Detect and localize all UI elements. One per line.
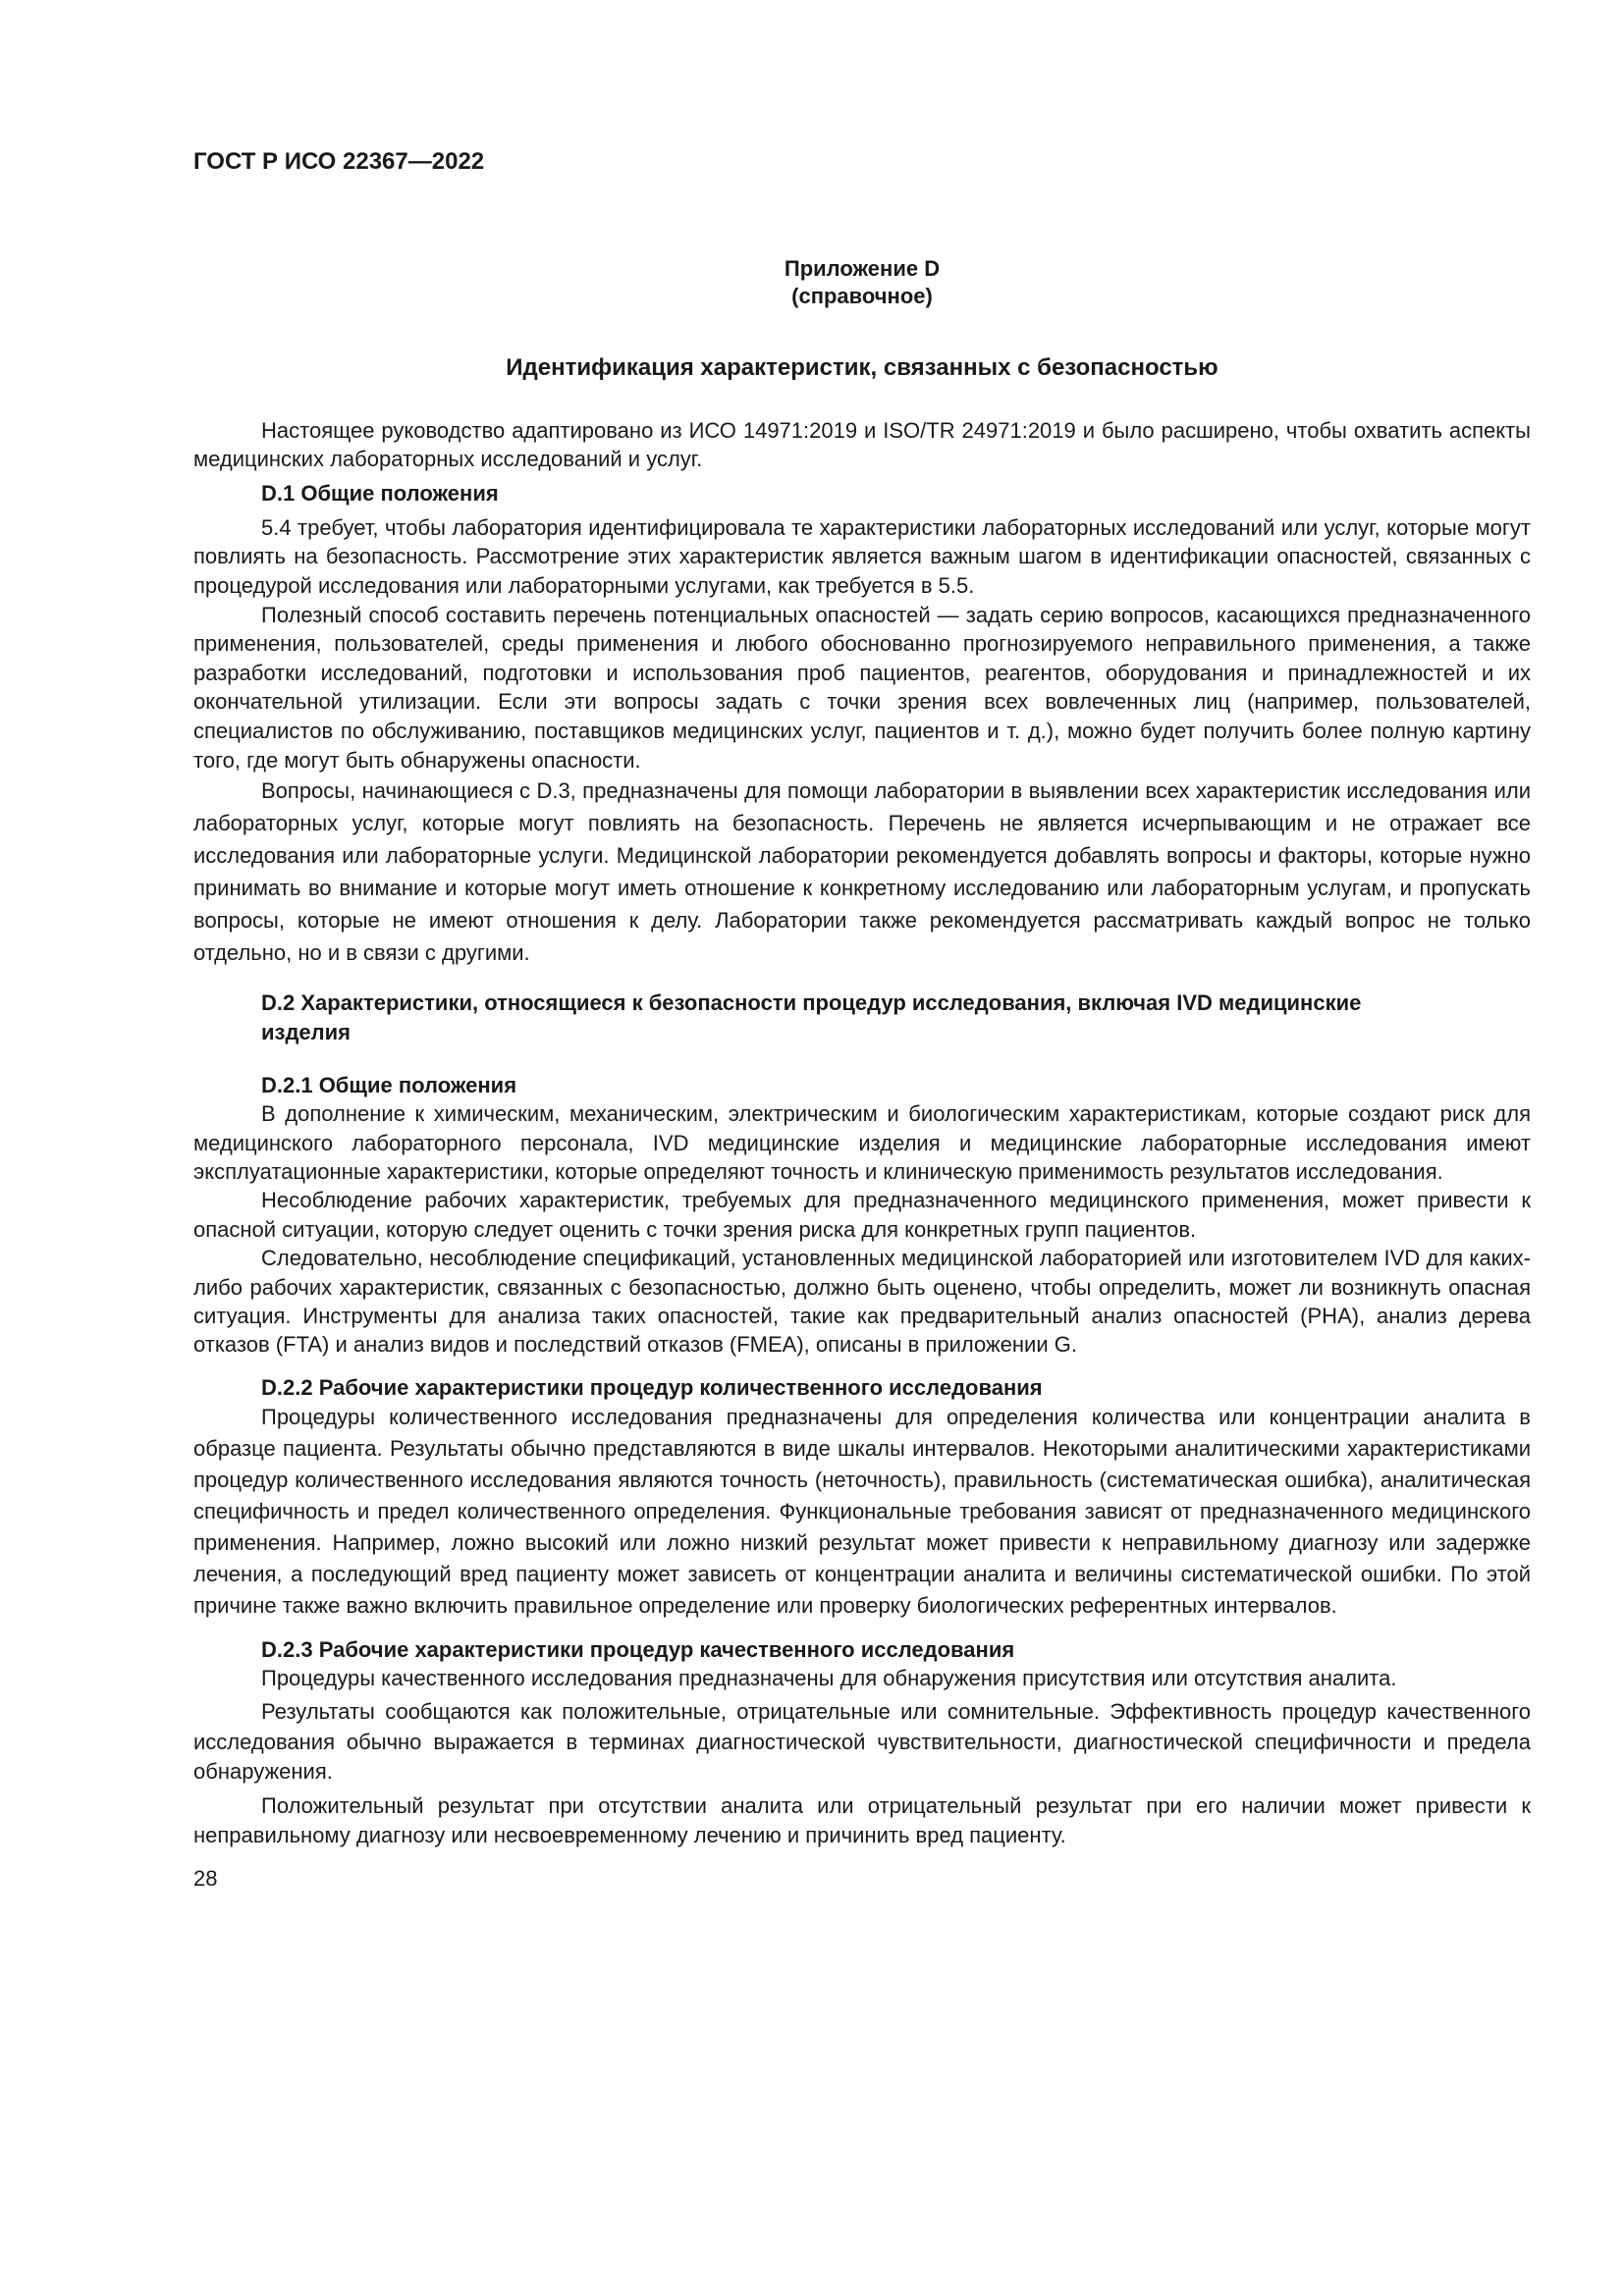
d23-paragraph: Положительный результат при отсутствии аналита или отрицательный результат при его наличии может привести к неправильному диагнозу или несвоевременному лечению и причинить вред пациенту. (193, 1792, 1531, 1848)
page-number: 28 (193, 1865, 218, 1891)
section-d1-heading: D.1 Общие положения (261, 480, 499, 506)
section-d1-body-tail (193, 774, 1531, 969)
annex-label-block (193, 255, 1531, 310)
d21-paragraph: Несоблюдение рабочих характеристик, требуемых для предназначенного медицинского применения, может привести к опасной ситуации, которую следует оценить с точки зрения риска для конкретных групп пациентов. (193, 1188, 1531, 1242)
document-page (193, 147, 1531, 1893)
standard-id-header: ГОСТ Р ИСО 22367—2022 (193, 148, 485, 175)
section-d2-heading (193, 988, 1531, 1047)
d21-paragraph: Следовательно, несоблюдение спецификаций, установленных медицинской лабораторией или изготовителем IVD для каких-либо рабочих характеристик, связанных с безопасностью, должно быть оценено, чтобы определить, может ли возникнуть опасная ситуация. Инструменты для анализа таких опасностей, такие как предварительный анализ опасностей (PHA), анализ дерева отказов (FTA) и анализ видов и последствий отказов (FMEA), описаны в приложении G. (193, 1246, 1531, 1358)
d1-paragraph: Полезный способ составить перечень потенциальных опасностей — задать серию вопросов, касающихся предназначенного применения, пользователей, среды применения и любого обоснованно прогнозируемого неправильного применения, а также разработки исследований, подготовки и использования проб пациентов, реагентов, оборудования и принадлежностей и их окончательной утилизации. Если эти вопросы задать с точки зрения всех вовлеченных лиц (например, пользователей, специалистов по обслуживанию, поставщиков медицинских услуг, пациентов и т. д.), можно будет получить более полную картину того, где могут быть обнаружены опасности. (193, 602, 1531, 773)
section-d2-heading-line2: изделия (261, 1020, 351, 1045)
annex-type: (справочное) (791, 284, 933, 308)
section-d23-body (193, 1664, 1531, 1851)
section-d1-body (193, 513, 1531, 774)
section-d2-heading-line1: D.2 Характеристики, относящиеся к безопасности процедур исследования, включая IVD медицинские (261, 990, 1362, 1016)
d23-paragraph: Результаты сообщаются как положительные, отрицательные или сомнительные. Эффективность процедур качественного исследования обычно выражается в терминах диагностической чувствительности, диагностической специфичности и предела обнаружения. (193, 1699, 1531, 1785)
d23-paragraph: Процедуры качественного исследования предназначены для обнаружения присутствия или отсутствия аналита. (261, 1665, 1397, 1690)
d22-paragraph: Процедуры количественного исследования предназначены для определения количества или концентрации аналита в образце пациента. Результаты обычно представляются в виде шкалы интервалов. Некоторыми аналитическими характеристиками процедур количественного исследования являются точность (неточность), правильность (систематическая ошибка), аналитическая специфичность и предел количественного определения. Функциональные требования зависят от предназначенного медицинского применения. Например, ложно высокий или ложно низкий результат может привести к неправильному диагнозу или задержке лечения, а последующий вред пациенту может зависеть от концентрации аналита и величины систематической ошибки. По этой причине также важно включить правильное определение или проверку биологических референтных интервалов. (193, 1404, 1531, 1618)
d21-paragraph: В дополнение к химическим, механическим, электрическим и биологическим характеристикам, которые создают риск для медицинского лабораторного персонала, IVD медицинские изделия и медицинские лабораторные исследования имеют эксплуатационные характеристики, которые определяют точность и клиническую применимость результатов исследования. (193, 1101, 1531, 1184)
intro-paragraph: Настоящее руководство адаптировано из ИСО 14971:2019 и ISO/TR 24971:2019 и было расширено, чтобы охватить аспекты медицинских лабораторных исследований и услуг. (193, 418, 1531, 472)
d1-paragraph: 5.4 требует, чтобы лаборатория идентифицировала те характеристики лабораторных исследований или услуг, которые могут повлиять на безопасность. Рассмотрение этих характеристик является важным шагом в идентификации опасностей, связанных с процедурой исследования или лабораторными услугами, как требуется в 5.5. (193, 514, 1531, 598)
annex-title: Идентификация характеристик, связанных с безопасностью (506, 354, 1218, 381)
annex-label: Приложение D (784, 256, 941, 281)
d1-paragraph: Вопросы, начинающиеся с D.3, предназначены для помощи лаборатории в выявлении всех характеристик исследования или лабораторных услуг, которые могут повлиять на безопасность. Перечень не является исчерпывающим и не отражает все исследования или лабораторные услуги. Медицинской лаборатории рекомендуется добавлять вопросы и факторы, которые нужно принимать во внимание и которые могут иметь отношение к конкретному исследованию или лабораторным услугам, и пропускать вопросы, которые не имеют отношения к делу. Лаборатории также рекомендуется рассматривать каждый вопрос не только отдельно, но и в связи с другими. (193, 778, 1531, 966)
section-d21-heading: D.2.1 Общие положения (261, 1073, 517, 1098)
section-d23-heading: D.2.3 Рабочие характеристики процедур качественного исследования (261, 1636, 1015, 1662)
section-d22-heading: D.2.2 Рабочие характеристики процедур количественного исследования (261, 1374, 1043, 1400)
